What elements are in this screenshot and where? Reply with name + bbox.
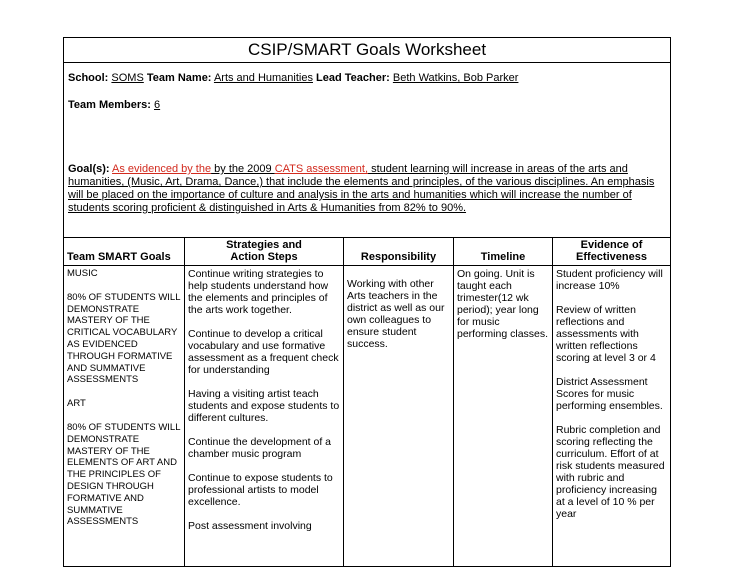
school-label: School: <box>68 72 109 84</box>
goal-text <box>68 163 664 215</box>
lead-teacher-value: Beth Watkins, Bob Parker <box>392 72 519 84</box>
timeline-column <box>454 237 553 567</box>
strategy-item: Post assessment involving <box>188 520 312 532</box>
goals-header: Team SMART Goals <box>64 237 184 266</box>
timeline-header: Timeline <box>454 237 552 266</box>
evidence-item: Student proficiency will increase 10% <box>556 268 663 292</box>
goals-cell <box>67 268 181 528</box>
timeline-cell <box>457 268 549 340</box>
responsibility-header: Responsibility <box>344 237 453 266</box>
timeline-item: On going. Unit is taught each trimester(12 wk period); year long for music performing classes. <box>457 268 549 340</box>
evidence-item: District Assessment Scores for music performing ensembles. <box>556 376 663 412</box>
team-name-label: Team Name: <box>146 72 212 84</box>
goal-mid-text: by the 2009 <box>211 163 275 175</box>
goal-red-text: As evidenced by the <box>112 163 212 175</box>
responsibility-column <box>344 237 454 567</box>
strategies-column <box>185 237 344 567</box>
responsibility-item: Working with other Arts teachers in the district as well as our own colleagues to ensure student success. <box>347 278 445 350</box>
school-value: SOMS <box>111 72 144 84</box>
goal-red-text-2: CATS assessment, <box>274 163 369 175</box>
evidence-cell <box>556 268 667 520</box>
team-members-line <box>68 99 160 111</box>
responsibility-cell <box>347 278 450 350</box>
evidence-header: Evidence of Effectiveness <box>553 237 670 266</box>
page-title: CSIP/SMART Goals Worksheet <box>64 38 670 63</box>
strategy-item: Continue to expose students to professional artists to model excellence. <box>188 472 333 508</box>
team-members-label: Team Members: <box>68 99 151 111</box>
strategy-item: Continue the development of a chamber music program <box>188 436 332 460</box>
strategy-item: Continue to develop a critical vocabulary and use formative assessment as a frequent check for understanding <box>188 328 339 376</box>
strategies-cell <box>188 268 340 532</box>
worksheet <box>63 37 671 567</box>
lead-teacher-label: Lead Teacher: <box>316 72 390 84</box>
goal-item: ART <box>67 398 86 410</box>
goal-label: Goal(s): <box>68 163 110 175</box>
goals-column <box>64 237 185 567</box>
strategies-header: Strategies and Action Steps <box>185 237 343 266</box>
goal-item: 80% OF STUDENTS WILL DEMONSTRATE MASTERY OF THE ELEMENTS OF ART AND THE PRINCIPLES OF DESIGN THROUGH FORMATIVE AND SUMMATIVE ASSESSMENTS <box>67 421 181 528</box>
strategy-item: Having a visiting artist teach students and expose students to different cultures. <box>188 388 340 424</box>
info-section <box>64 63 670 238</box>
evidence-item: Review of written reflections and assessments with written reflections scoring at level 3 or 4 <box>556 304 656 364</box>
team-members-value: 6 <box>154 99 161 111</box>
evidence-column <box>553 237 670 567</box>
school-line <box>68 72 518 84</box>
goal-rest-text: student learning will increase in areas of the arts and humanities, (Music, Art, Drama, Dance,) that include the elements and principles, of the various disciplines. An emphasis will be placed on the importance of culture and analysis in the arts and humanities which will increase the number of students scoring proficient & distinguished in Arts & Humanities from 82% to 90%. <box>68 163 655 214</box>
evidence-item: Rubric completion and scoring reflecting the curriculum. Effort of at risk students measured with rubric and proficiency increasing at a level of 10 % per year <box>556 424 665 520</box>
strategy-item: Continue writing strategies to help students understand how the elements and principles of the arts work together. <box>188 268 329 316</box>
team-name-value: Arts and Humanities <box>213 72 313 84</box>
goal-item: MUSIC <box>67 268 98 279</box>
goal-item: 80% OF STUDENTS WILL DEMONSTRATE MASTERY OF THE CRITICAL VOCABULARY AS EVIDENCED THROUGH FORMATIVE AND SUMMATIVE ASSESSMENTS <box>67 291 181 386</box>
